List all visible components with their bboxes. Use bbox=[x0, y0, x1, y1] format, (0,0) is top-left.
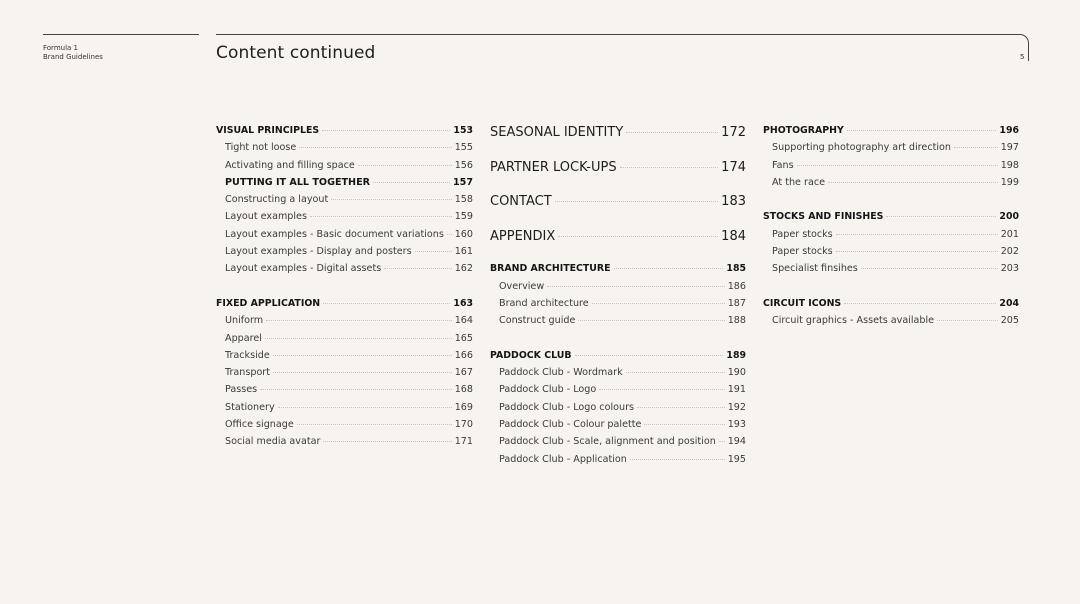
toc-section-title: CIRCUIT ICONS bbox=[763, 297, 842, 309]
toc-section-partner-lock-ups[interactable] bbox=[490, 160, 746, 195]
toc-entry-label: Paper stocks bbox=[772, 228, 833, 240]
toc-entry-label: At the race bbox=[772, 176, 825, 188]
section-gap bbox=[490, 333, 746, 350]
toc-entry[interactable] bbox=[216, 419, 473, 436]
toc-page-number: 189 bbox=[726, 349, 746, 361]
toc-entry[interactable] bbox=[490, 419, 746, 436]
toc-entry[interactable] bbox=[216, 350, 473, 367]
toc-entry[interactable] bbox=[763, 246, 1019, 263]
toc-entry-label: Paddock Club - Scale, alignment and position bbox=[499, 436, 716, 448]
toc-page-number: 196 bbox=[999, 125, 1019, 136]
toc-page-number: 156 bbox=[454, 159, 473, 171]
toc-page-number: 153 bbox=[453, 125, 473, 136]
toc-entry-label: Layout examples - Basic document variations bbox=[225, 228, 444, 240]
toc-entry-label: Supporting photography art direction bbox=[772, 142, 951, 154]
toc-page-number: 187 bbox=[727, 297, 746, 309]
toc-page-number: 168 bbox=[454, 384, 473, 396]
dot-leader bbox=[447, 234, 452, 235]
toc-entry[interactable] bbox=[490, 281, 746, 298]
toc-page-number: 155 bbox=[454, 142, 473, 154]
toc-entry[interactable] bbox=[763, 160, 1019, 177]
toc-entry-label: Layout examples - Digital assets bbox=[225, 263, 382, 275]
toc-entry-label: Paddock Club - Logo colours bbox=[499, 401, 635, 413]
dot-leader bbox=[599, 389, 724, 390]
toc-entry-label: Paddock Club - Logo bbox=[499, 384, 597, 396]
toc-entry[interactable] bbox=[490, 298, 746, 315]
toc-entry[interactable] bbox=[216, 229, 473, 246]
dot-leader bbox=[592, 303, 725, 304]
dot-leader bbox=[266, 320, 452, 321]
toc-entry[interactable] bbox=[216, 315, 473, 332]
toc-entry-label: Apparel bbox=[225, 332, 262, 344]
toc-section-paddock-club[interactable] bbox=[490, 350, 746, 367]
toc-entry[interactable] bbox=[216, 263, 473, 280]
toc-section-appendix[interactable] bbox=[490, 229, 746, 264]
toc-entry-label: Construct guide bbox=[499, 315, 576, 327]
toc-column-2 bbox=[490, 125, 746, 471]
dot-leader bbox=[297, 424, 452, 425]
toc-entry-label: Paper stocks bbox=[772, 246, 833, 258]
header-rule-left bbox=[43, 34, 199, 35]
dot-leader bbox=[323, 441, 451, 442]
toc-page-number: 191 bbox=[727, 384, 746, 396]
page-title: Content continued bbox=[216, 43, 376, 63]
toc-page-number: 163 bbox=[453, 297, 473, 309]
toc-column-1 bbox=[216, 125, 473, 454]
dot-leader bbox=[937, 320, 998, 321]
toc-entry[interactable] bbox=[216, 436, 473, 453]
toc-entry[interactable] bbox=[216, 194, 473, 211]
toc-entry-label: Overview bbox=[499, 280, 545, 292]
dot-leader bbox=[626, 372, 725, 373]
dot-leader bbox=[331, 199, 451, 200]
toc-entry[interactable] bbox=[763, 315, 1019, 332]
toc-page-number: 164 bbox=[454, 315, 473, 327]
toc-page-number: 160 bbox=[454, 228, 473, 240]
toc-entry-label: Social media avatar bbox=[225, 436, 321, 448]
toc-page-number: 162 bbox=[454, 263, 473, 275]
dot-leader bbox=[310, 216, 452, 217]
dot-leader bbox=[797, 165, 998, 166]
toc-entry[interactable] bbox=[763, 177, 1019, 194]
toc-entry-label: Paddock Club - Wordmark bbox=[499, 367, 623, 379]
dot-leader bbox=[323, 303, 450, 304]
toc-entry-label: Stationery bbox=[225, 401, 275, 413]
toc-section-title: PARTNER LOCK-UPS bbox=[490, 159, 617, 175]
dot-leader bbox=[954, 147, 998, 148]
toc-section-photography[interactable] bbox=[763, 125, 1019, 142]
toc-entry-label: Constructing a layout bbox=[225, 194, 329, 206]
toc-page-number: 165 bbox=[454, 332, 473, 344]
toc-entry[interactable] bbox=[490, 454, 746, 471]
toc-page-number: 161 bbox=[454, 246, 473, 258]
toc-section-title: VISUAL PRINCIPLES bbox=[216, 125, 320, 136]
toc-entry[interactable] bbox=[490, 384, 746, 401]
dot-leader bbox=[847, 130, 997, 131]
toc-section-seasonal-identity[interactable] bbox=[490, 125, 746, 160]
brand-line-1: Formula 1 bbox=[43, 44, 78, 52]
toc-page-number: 188 bbox=[727, 315, 746, 327]
dot-leader bbox=[719, 441, 725, 442]
dot-leader bbox=[836, 234, 998, 235]
dot-leader bbox=[630, 459, 725, 460]
toc-entry[interactable] bbox=[490, 436, 746, 453]
toc-section-fixed-application[interactable] bbox=[216, 298, 473, 315]
toc-entry-label: Uniform bbox=[225, 315, 264, 327]
brand-line-2: Brand Guidelines bbox=[43, 53, 103, 61]
toc-entry[interactable] bbox=[490, 315, 746, 332]
toc-page-number: 171 bbox=[454, 436, 473, 448]
dot-leader bbox=[637, 407, 725, 408]
toc-entry-label: Brand architecture bbox=[499, 297, 589, 309]
toc-entry[interactable] bbox=[216, 402, 473, 419]
toc-page-number: 159 bbox=[454, 211, 473, 223]
toc-page-number: 190 bbox=[727, 367, 746, 379]
toc-entry[interactable] bbox=[216, 333, 473, 350]
toc-page-number: 201 bbox=[1000, 228, 1019, 240]
toc-page-number: 170 bbox=[454, 419, 473, 431]
dot-leader bbox=[260, 389, 452, 390]
dot-leader bbox=[373, 182, 450, 183]
toc-page-number: 194 bbox=[727, 436, 746, 448]
toc-section-contact[interactable] bbox=[490, 194, 746, 229]
dot-leader bbox=[844, 303, 996, 304]
toc-page-number: 184 bbox=[721, 228, 746, 244]
toc-entry[interactable] bbox=[216, 246, 473, 263]
toc-entry-label: Passes bbox=[225, 384, 258, 396]
dot-leader bbox=[614, 268, 724, 269]
dot-leader bbox=[322, 130, 450, 131]
toc-section-title: CONTACT bbox=[490, 194, 552, 210]
toc-page-number: 198 bbox=[1000, 159, 1019, 171]
toc-page-number: 157 bbox=[452, 176, 473, 188]
toc-entry-label: Office signage bbox=[225, 419, 294, 431]
toc-section-title: FIXED APPLICATION bbox=[216, 297, 321, 309]
toc-page-number: 167 bbox=[454, 367, 473, 379]
dot-leader bbox=[415, 251, 452, 252]
dot-leader bbox=[273, 372, 452, 373]
toc-section-visual-principles[interactable] bbox=[216, 125, 473, 142]
dot-leader bbox=[620, 167, 719, 168]
dot-leader bbox=[555, 201, 719, 202]
toc-entry-label: Paddock Club - Colour palette bbox=[499, 419, 642, 431]
toc-column-3 bbox=[763, 125, 1019, 333]
page-number: 5 bbox=[1020, 53, 1025, 61]
toc-page-number: 185 bbox=[726, 263, 746, 275]
dot-leader bbox=[578, 320, 724, 321]
toc-entry-label: Circuit graphics - Assets available bbox=[772, 315, 935, 327]
toc-entry-label: Transport bbox=[225, 367, 271, 379]
toc-page-number: 202 bbox=[1000, 246, 1019, 258]
brand-block bbox=[43, 44, 103, 62]
toc-entry[interactable] bbox=[216, 211, 473, 228]
toc-entry[interactable] bbox=[490, 367, 746, 384]
toc-page-number: 166 bbox=[454, 349, 473, 361]
toc-entry-label: Trackside bbox=[225, 349, 270, 361]
toc-section-title: APPENDIX bbox=[490, 228, 556, 244]
toc-subsection-putting-it-all-together[interactable] bbox=[216, 177, 473, 194]
dot-leader bbox=[358, 165, 452, 166]
toc-page-number: 183 bbox=[721, 194, 746, 210]
section-gap bbox=[763, 194, 1019, 211]
dot-leader bbox=[886, 216, 996, 217]
toc-entry-label: Activating and filling space bbox=[225, 159, 355, 171]
dot-leader bbox=[644, 424, 724, 425]
toc-entry-label: Tight not loose bbox=[225, 142, 297, 154]
toc-page-number: 169 bbox=[454, 401, 473, 413]
toc-entry[interactable] bbox=[216, 142, 473, 159]
toc-section-title: PHOTOGRAPHY bbox=[763, 125, 844, 136]
toc-section-title: SEASONAL IDENTITY bbox=[490, 125, 624, 140]
dot-leader bbox=[265, 338, 452, 339]
dot-leader bbox=[558, 236, 718, 237]
toc-section-title: BRAND ARCHITECTURE bbox=[490, 263, 611, 275]
toc-entry[interactable] bbox=[216, 384, 473, 401]
dot-leader bbox=[626, 132, 718, 133]
dot-leader bbox=[575, 355, 724, 356]
toc-section-title: STOCKS AND FINISHES bbox=[763, 211, 884, 223]
toc-page-number: 186 bbox=[727, 280, 746, 292]
toc-entry[interactable] bbox=[763, 142, 1019, 159]
toc-page-number: 199 bbox=[1000, 176, 1019, 188]
section-gap bbox=[216, 281, 473, 298]
toc-page-number: 195 bbox=[727, 453, 746, 465]
toc-entry-label: Paddock Club - Application bbox=[499, 453, 627, 465]
toc-section-circuit-icons[interactable] bbox=[763, 298, 1019, 315]
dot-leader bbox=[836, 251, 998, 252]
toc-entry[interactable] bbox=[490, 402, 746, 419]
toc-page-number: 158 bbox=[454, 194, 473, 206]
dot-leader bbox=[384, 268, 451, 269]
dot-leader bbox=[278, 407, 452, 408]
dot-leader bbox=[273, 355, 452, 356]
toc-page-number: 204 bbox=[999, 297, 1019, 309]
section-gap bbox=[763, 281, 1019, 298]
toc-page-number: 205 bbox=[1000, 315, 1019, 327]
toc-entry-label: PUTTING IT ALL TOGETHER bbox=[225, 176, 371, 188]
dot-leader bbox=[299, 147, 451, 148]
toc-section-stocks-and-finishes[interactable] bbox=[763, 211, 1019, 228]
toc-section-title: PADDOCK CLUB bbox=[490, 349, 572, 361]
toc-entry-label: Specialist finsihes bbox=[772, 263, 858, 275]
dot-leader bbox=[547, 286, 725, 287]
toc-entry[interactable] bbox=[763, 229, 1019, 246]
toc-section-brand-architecture[interactable] bbox=[490, 263, 746, 280]
toc-page-number: 200 bbox=[999, 211, 1019, 223]
toc-page-number: 203 bbox=[1000, 263, 1019, 275]
toc-entry[interactable] bbox=[216, 160, 473, 177]
toc-entry-label: Layout examples - Display and posters bbox=[225, 246, 412, 258]
toc-page-number: 197 bbox=[1000, 142, 1019, 154]
toc-entry-label: Fans bbox=[772, 159, 794, 171]
toc-page-number: 174 bbox=[721, 159, 746, 175]
toc-page-number: 172 bbox=[721, 125, 746, 140]
toc-entry[interactable] bbox=[763, 263, 1019, 280]
toc-page-number: 192 bbox=[727, 401, 746, 413]
toc-entry[interactable] bbox=[216, 367, 473, 384]
toc-page-number: 193 bbox=[727, 419, 746, 431]
dot-leader bbox=[861, 268, 998, 269]
toc-entry-label: Layout examples bbox=[225, 211, 307, 223]
dot-leader bbox=[828, 182, 998, 183]
